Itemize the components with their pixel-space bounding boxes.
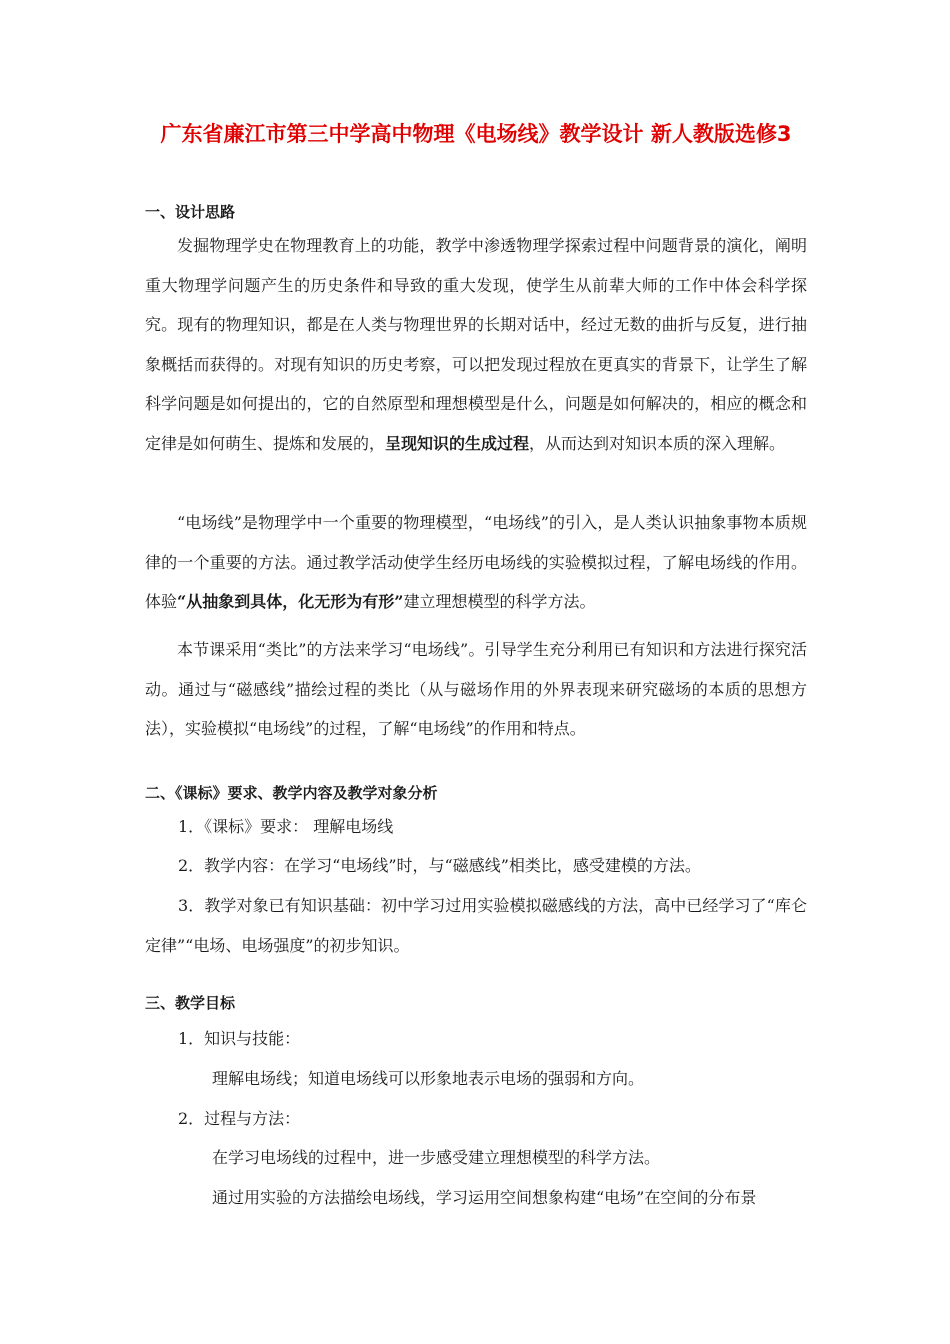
- paragraph-text: ，从而达到对知识本质的深入理解。: [529, 433, 786, 453]
- paragraph-design-idea-2: [145, 503, 807, 622]
- objective-process-text-1: 在学习电场线的过程中，进一步感受建立理想模型的科学方法。: [212, 1148, 661, 1167]
- list-item-curriculum-standard: 1．《课标》要求： 理解电场线: [178, 817, 394, 836]
- objective-process-text-2: 通过用实验的方法描绘电场线，学习运用空间想象构建“电场”在空间的分布景: [212, 1188, 757, 1207]
- bold-phrase: 呈现知识的生成过程: [385, 433, 530, 453]
- paragraph-text: 建立理想模型的科学方法。: [403, 592, 596, 612]
- bold-phrase: “从抽象到具体，化无形为有形”: [177, 592, 404, 612]
- list-item-process-method: 2．过程与方法：: [178, 1109, 301, 1128]
- list-item-teaching-content: 2．教学内容：在学习“电场线”时，与“磁感线”相类比，感受建模的方法。: [178, 856, 701, 875]
- section-heading-objectives: 三、教学目标: [145, 994, 236, 1012]
- list-item-knowledge-skills: 1．知识与技能：: [178, 1029, 301, 1048]
- objective-knowledge-text: 理解电场线；知道电场线可以形象地表示电场的强弱和方向。: [212, 1069, 645, 1088]
- document-title: 广东省廉江市第三中学高中物理《电场线》教学设计 新人教版选修3: [160, 122, 792, 146]
- paragraph-design-idea-3: 本节课采用“类比”的方法来学习“电场线”。引导学生充分利用已有知识和方法进行探究活动。通过与“磁感线”描绘过程的类比（从与磁场作用的外界表现来研究磁场的本质的思想方法），实验模拟“电场线”的过程，了解“电场线”的作用和特点。: [145, 640, 807, 739]
- paragraph-design-idea-1: [145, 226, 807, 464]
- section-heading-design-idea: 一、设计思路: [145, 203, 236, 221]
- paragraph-text: “电场线”是物理学中一个重要的物理模型，“电场线”的引入，是人类认识抽象事物本质规律的一个重要的方法。通过教学活动使学生经历电场线的实验模拟过程，了解电场线的作用。体验: [145, 513, 807, 612]
- list-item-student-knowledge: 3．教学对象已有知识基础：初中学习过用实验模拟磁感线的方法，高中已经学习了“库仑定律”“电场、电场强度”的初步知识。: [145, 896, 807, 955]
- section-heading-curriculum: 二、《课标》要求、教学内容及教学对象分析: [145, 784, 438, 802]
- paragraph-text: 发掘物理学史在物理教育上的功能，教学中渗透物理学探索过程中问题背景的演化，阐明重大物理学问题产生的历史条件和导致的重大发现，使学生从前辈大师的工作中体会科学探究。现有的物理知识，都是在人类与物理世界的长期对话中，经过无数的曲折与反复，进行抽象概括而获得的。对现有知识的历史考察，可以把发现过程放在更真实的背景下，让学生了解科学问题是如何提出的，它的自然原型和理想模型是什么，问题是如何解决的，相应的概念和定律是如何萌生、提炼和发展的，: [145, 236, 807, 453]
